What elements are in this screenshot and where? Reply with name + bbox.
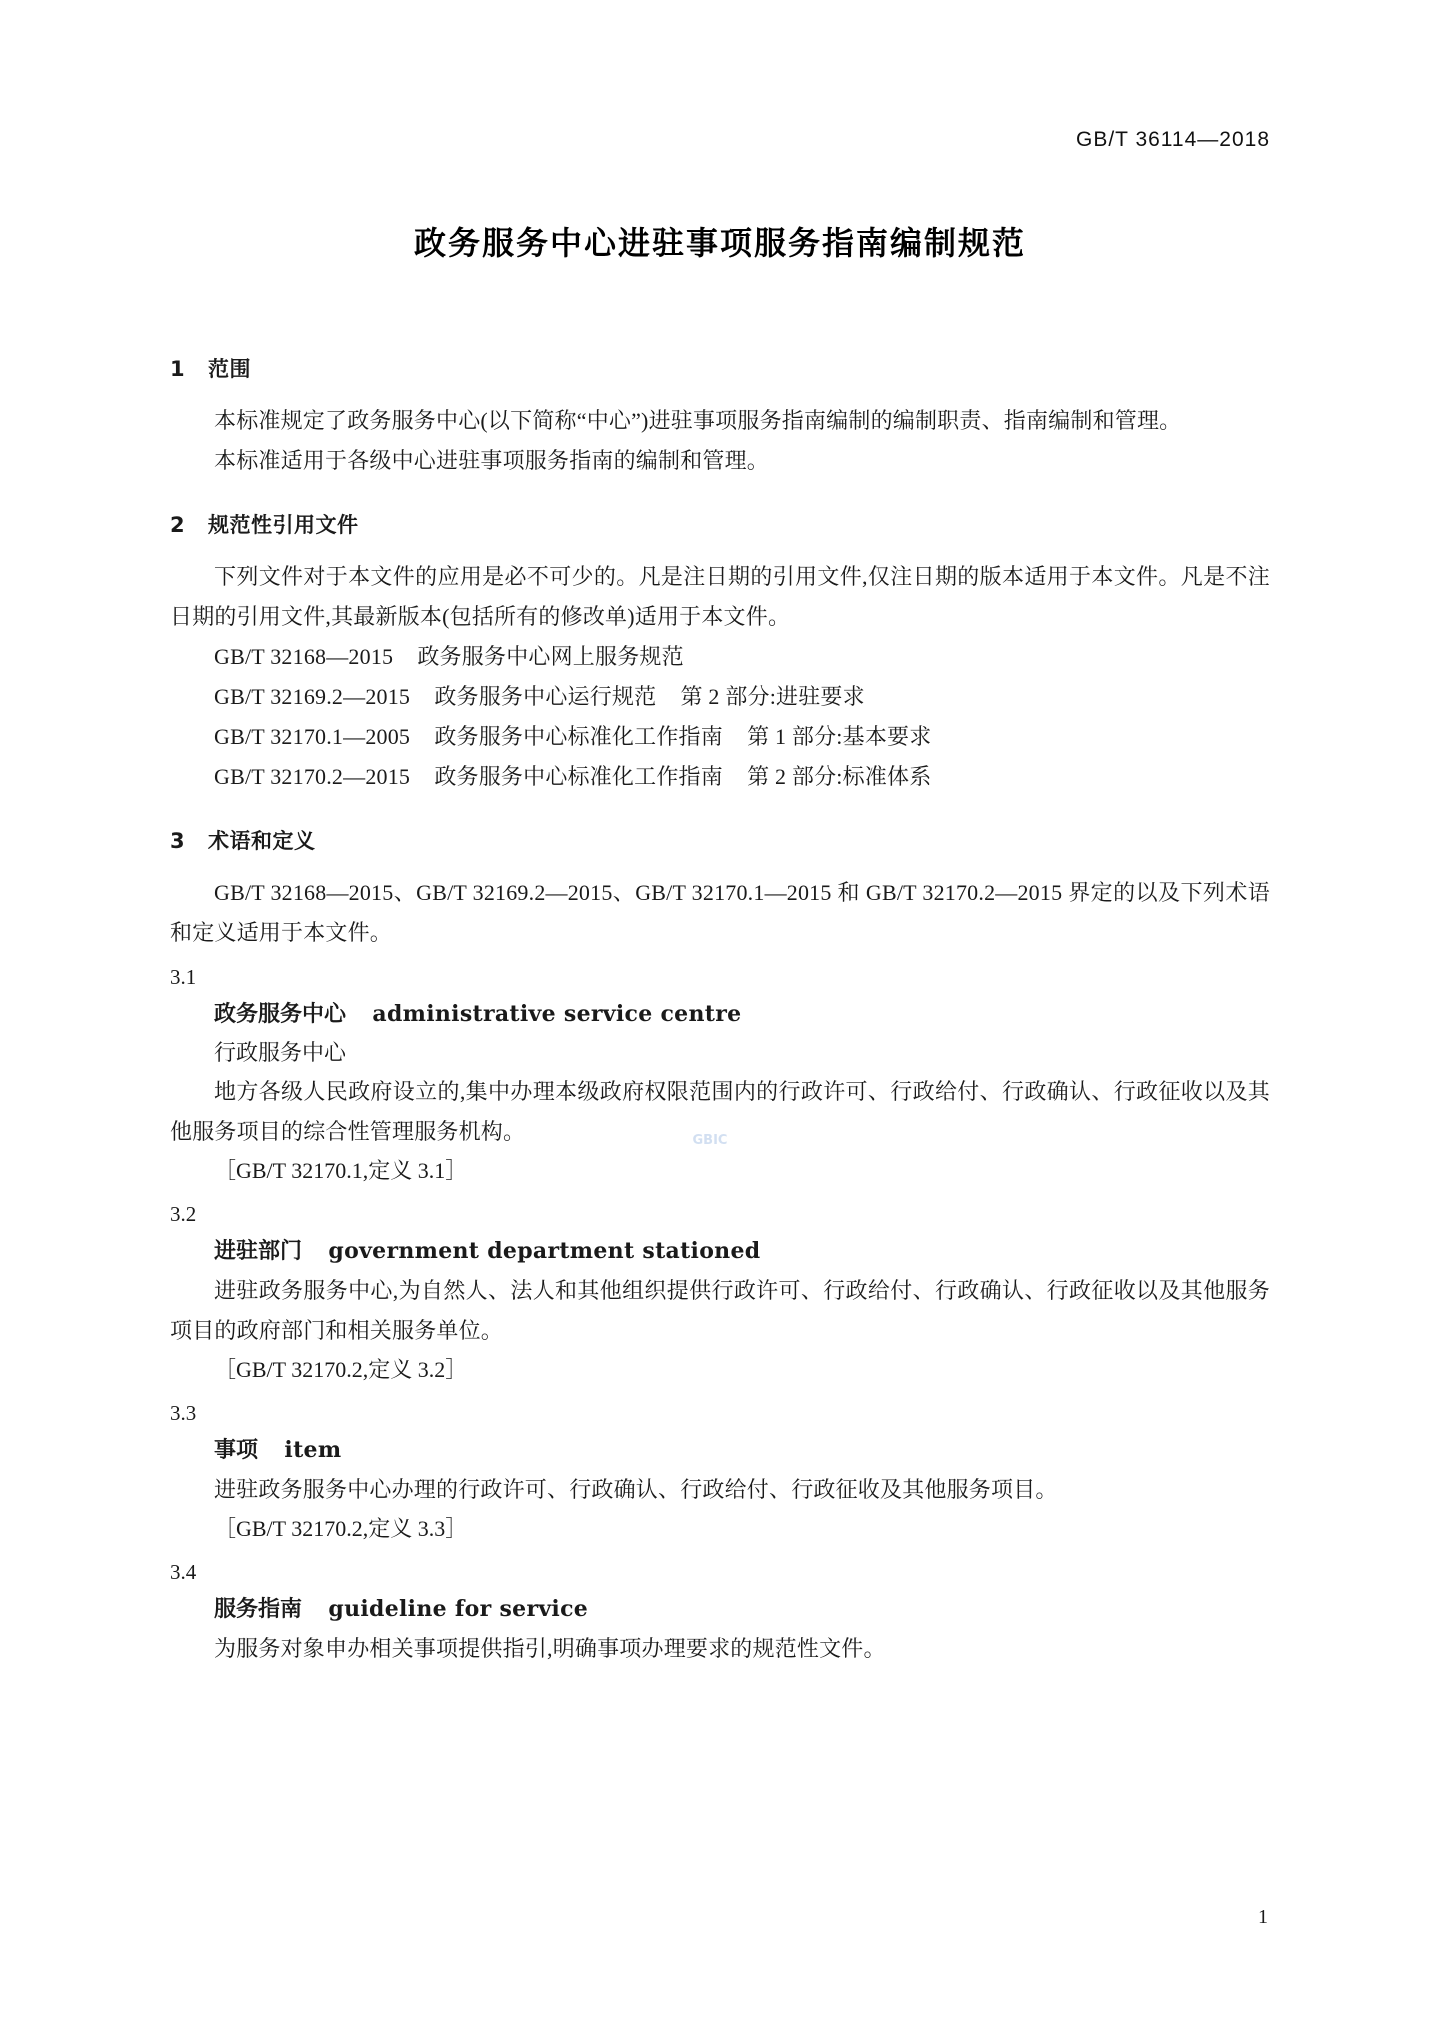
clause-heading-1 [170, 353, 1270, 383]
clause-heading-3 [170, 825, 1270, 855]
clause-number-1: 1 [170, 357, 186, 381]
clause-title-1: 范围 [208, 357, 251, 381]
clause-title-2: 规范性引用文件 [208, 513, 359, 537]
reference-part: 第 1 部分:基本要求 [747, 724, 932, 749]
term-alt-3-1: 行政服务中心 [214, 1040, 347, 1065]
term-source-3-2: ［GB/T 32170.2,定义 3.2］ [214, 1357, 468, 1382]
term-name-en: guideline for service [328, 1596, 589, 1622]
term-definition-3-3: 进驻政务服务中心办理的行政许可、行政确认、行政给付、行政征收及其他服务项目。 [214, 1477, 1058, 1502]
page-title: 政务服务中心进驻事项服务指南编制规范 [413, 224, 1026, 262]
term-definition-3-1: 地方各级人民政府设立的,集中办理本级政府权限范围内的行政许可、行政给付、行政确认、行政征收以及其他服务项目的综合性管理服务机构。 [170, 1079, 1270, 1144]
reference-code: GB/T 32168—2015 [214, 644, 394, 669]
term-number-3-1: 3.1 [170, 965, 197, 989]
clause-number-2: 2 [170, 513, 186, 537]
term-definition-3-4: 为服务对象申办相关事项提供指引,明确事项办理要求的规范性文件。 [214, 1636, 886, 1661]
reference-name: 政务服务中心标准化工作指南 [434, 764, 723, 789]
term-number-3-4: 3.4 [170, 1560, 197, 1584]
term-name-en: government department stationed [328, 1238, 761, 1264]
reference-name: 政务服务中心标准化工作指南 [434, 724, 723, 749]
term-name-cn: 进驻部门 [214, 1239, 303, 1264]
term-name-cn: 政务服务中心 [214, 1002, 347, 1027]
watermark-logo: GBIC [692, 1133, 728, 1148]
term-source-3-1: ［GB/T 32170.1,定义 3.1］ [214, 1158, 468, 1183]
clause-3-paragraph-1: GB/T 32168—2015、GB/T 32169.2—2015、GB/T 32170.1—2015 和 GB/T 32170.2—2015 界定的以及下列术语和定义适用于本文件。 [170, 880, 1270, 945]
term-name-cn: 服务指南 [214, 1597, 303, 1622]
document-body [170, 325, 1270, 1669]
normative-reference-2 [170, 677, 1270, 717]
reference-name: 政务服务中心运行规范 [434, 684, 657, 709]
term-number-3-3: 3.3 [170, 1401, 197, 1425]
term-name-en: administrative service centre [372, 1001, 742, 1027]
term-definition-3-2: 进驻政务服务中心,为自然人、法人和其他组织提供行政许可、行政给付、行政确认、行政征收以及其他服务项目的政府部门和相关服务单位。 [170, 1278, 1270, 1343]
normative-reference-1 [170, 637, 1270, 677]
term-entry-3-4 [170, 1590, 1270, 1629]
term-name-cn: 事项 [214, 1438, 259, 1463]
term-source-3-3: ［GB/T 32170.2,定义 3.3］ [214, 1516, 468, 1541]
clause-number-3: 3 [170, 829, 186, 853]
term-entry-3-1 [170, 995, 1270, 1034]
clause-title-3: 术语和定义 [208, 829, 316, 853]
term-entry-3-3 [170, 1431, 1270, 1470]
page-header-standard-code: GB/T 36114—2018 [1075, 128, 1270, 151]
term-name-en: item [284, 1437, 342, 1463]
page-number: 1 [1258, 1906, 1268, 1928]
term-entry-3-2 [170, 1232, 1270, 1271]
reference-code: GB/T 32169.2—2015 [214, 684, 411, 709]
clause-2-paragraph-1: 下列文件对于本文件的应用是必不可少的。凡是注日期的引用文件,仅注日期的版本适用于本文件。凡是不注日期的引用文件,其最新版本(包括所有的修改单)适用于本文件。 [170, 564, 1270, 629]
clause-heading-2 [170, 509, 1270, 539]
term-number-3-2: 3.2 [170, 1202, 197, 1226]
reference-code: GB/T 32170.2—2015 [214, 764, 411, 789]
reference-part: 第 2 部分:标准体系 [747, 764, 932, 789]
reference-part: 第 2 部分:进驻要求 [680, 684, 865, 709]
clause-1-paragraph-2: 本标准适用于各级中心进驻事项服务指南的编制和管理。 [214, 448, 770, 473]
reference-code: GB/T 32170.1—2005 [214, 724, 411, 749]
clause-1-paragraph-1: 本标准规定了政务服务中心(以下简称“中心”)进驻事项服务指南编制的编制职责、指南编制和管理。 [214, 408, 1182, 433]
normative-reference-3 [170, 717, 1270, 757]
normative-reference-4 [170, 757, 1270, 797]
reference-name: 政务服务中心网上服务规范 [417, 644, 684, 669]
